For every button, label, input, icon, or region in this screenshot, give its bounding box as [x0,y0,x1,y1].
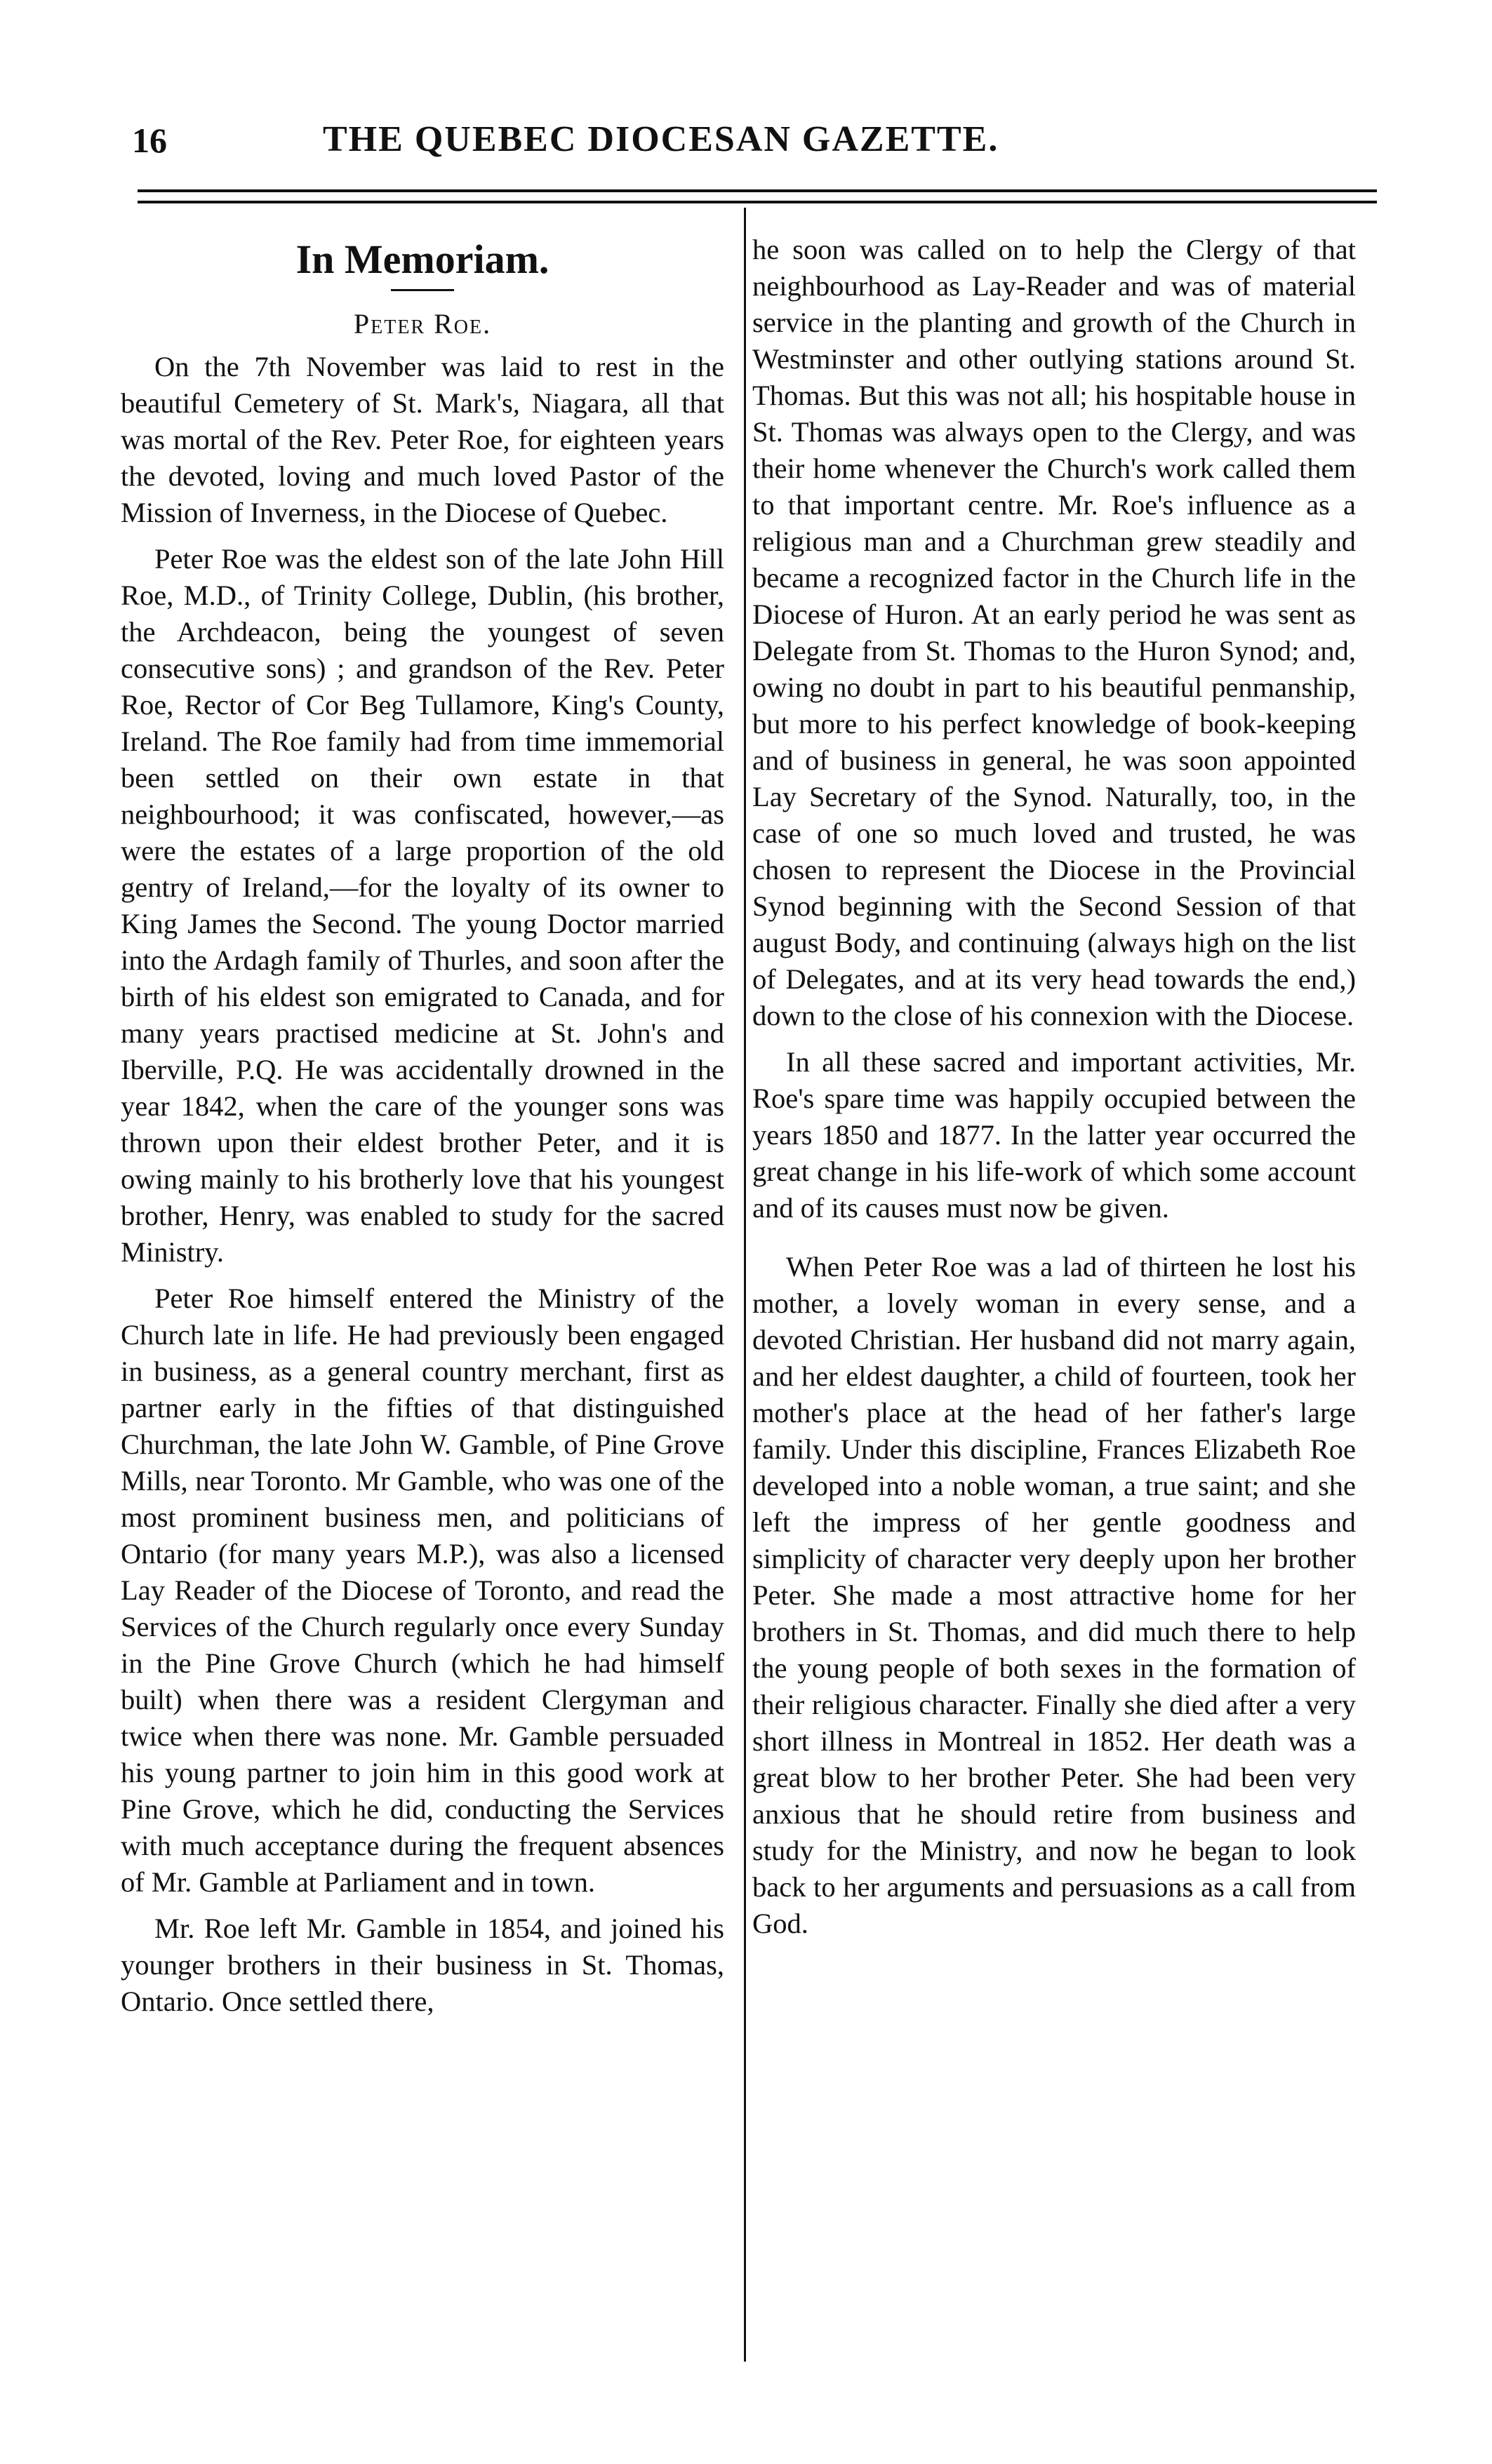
right-column [752,232,1356,1952]
paragraph: When Peter Roe was a lad of thirteen he lost his mother, a lovely woman in every sense, and a devoted Christian. Her husband did not marry again, and her eldest daughter, a child of fourteen, took her mother's place at the head of her father's large family. Under this discipline, Frances Elizabeth Roe developed into a noble woman, a true saint; and she left the impress of her gentle goodness and simplicity of character very deeply upon her brother Peter. She made a most attractive home for her brothers in St. Thomas, and did much there to help the young people of both sexes in the formation of their religious character. Finally she died after a very short illness in Montreal in 1852. Her death was a great blow to her brother Peter. She had been very anxious that he should retire from business and study for the Ministry, and now he began to look back to her arguments and persuasions as a call from God. [752,1251,1356,1939]
article-heading: In Memoriam. [295,236,549,282]
left-column [121,232,724,2030]
paragraph: On the 7th November was laid to rest in the beautiful Cemetery of St. Mark's, Niagara, all that was mortal of the Rev. Peter Roe, for eighteen years the devoted, loving and much loved Pastor of the Mission of Inverness, in the Diocese of Quebec. [121,351,724,528]
page-number: 16 [132,121,167,160]
paragraph: Peter Roe was the eldest son of the late John Hill Roe, M.D., of Trinity College, Dublin, (his brother, the Archdeacon, being the youngest of seven consecutive sons) ; and grandson of the Rev. Peter Roe, Rector of Cor Beg Tullamore, King's County, Ireland. The Roe family had from time immemorial been settled on their own estate in that neighbourhood; it was confiscated, however,—as were the estates of a large proportion of the old gentry of Ireland,—for the loyalty of its owner to King James the Second. The young Doctor married into the Ardagh family of Thurles, and soon after the birth of his eldest son emigrated to Canada, and for many years practised medicine at St. John's and Iberville, P.Q. He was accidentally drowned in the year 1842, when the care of the younger sons was thrown upon their eldest brother Peter, and it is owing mainly to his brotherly love that his youngest brother, Henry, was enabled to study for the sacred Ministry. [121,543,724,1268]
paragraph-continued: he soon was called on to help the Clergy of that neighbourhood as Lay-Reader and was of material service in the planting and growth of the Church in Westminster and other outlying stations around St. Thomas. But this was not all; his hospitable house in St. Thomas was always open to the Clergy, and was their home whenever the Church's work called them to that important centre. Mr. Roe's influence as a religious man and a Churchman grew steadily and became a recognized factor in the Church life in the Diocese of Huron. At an early period he was sent as Delegate from St. Thomas to the Huron Synod; and, owing no doubt in part to his beautiful penmanship, but more to his perfect knowledge of book-keeping and of business in general, he was soon appointed Lay Secretary of the Synod. Naturally, too, in the case of one so much loved and trusted, he was chosen to represent the Diocese in the Provincial Synod beginning with the Second Session of that august Body, and continuing (always high on the list of Delegates, and at its very head towards the end,) down to the close of his connexion with the Diocese. [752,234,1356,1031]
column-divider [744,208,746,2362]
masthead-title: THE QUEBEC DIOCESAN GAZETTE. [323,119,999,159]
heading-rule [391,289,454,291]
header-rule [138,201,1377,203]
paragraph: In all these sacred and important activities, Mr. Roe's spare time was happily occupied between the years 1850 and 1877. In the latter year occurred the great change in his life-work of which some account and of its causes must now be given. [752,1046,1356,1224]
article-subject: Peter Roe. [353,308,492,340]
paragraph: Mr. Roe left Mr. Gamble in 1854, and joined his younger brothers in their business in St. Thomas, Ontario. Once settled there, [121,1913,724,2017]
paragraph: Peter Roe himself entered the Ministry of the Church late in life. He had previously been engaged in business, as a general country merchant, first as partner early in the fifties of that distinguished Churchman, the late John W. Gamble, of Pine Grove Mills, near Toronto. Mr Gamble, who was one of the most prominent business men, and politicians of Ontario (for many years M.P.), was also a licensed Lay Reader of the Diocese of Toronto, and read the Services of the Church regularly once every Sunday in the Pine Grove Church (which he had himself built) when there was a resident Clergyman and twice when there was none. Mr. Gamble persuaded his young partner to join him in this good work at Pine Grove, which he did, conducting the Services with much acceptance during the frequent absences of Mr. Gamble at Parliament and in town. [121,1283,724,1898]
header-rule [138,189,1377,192]
